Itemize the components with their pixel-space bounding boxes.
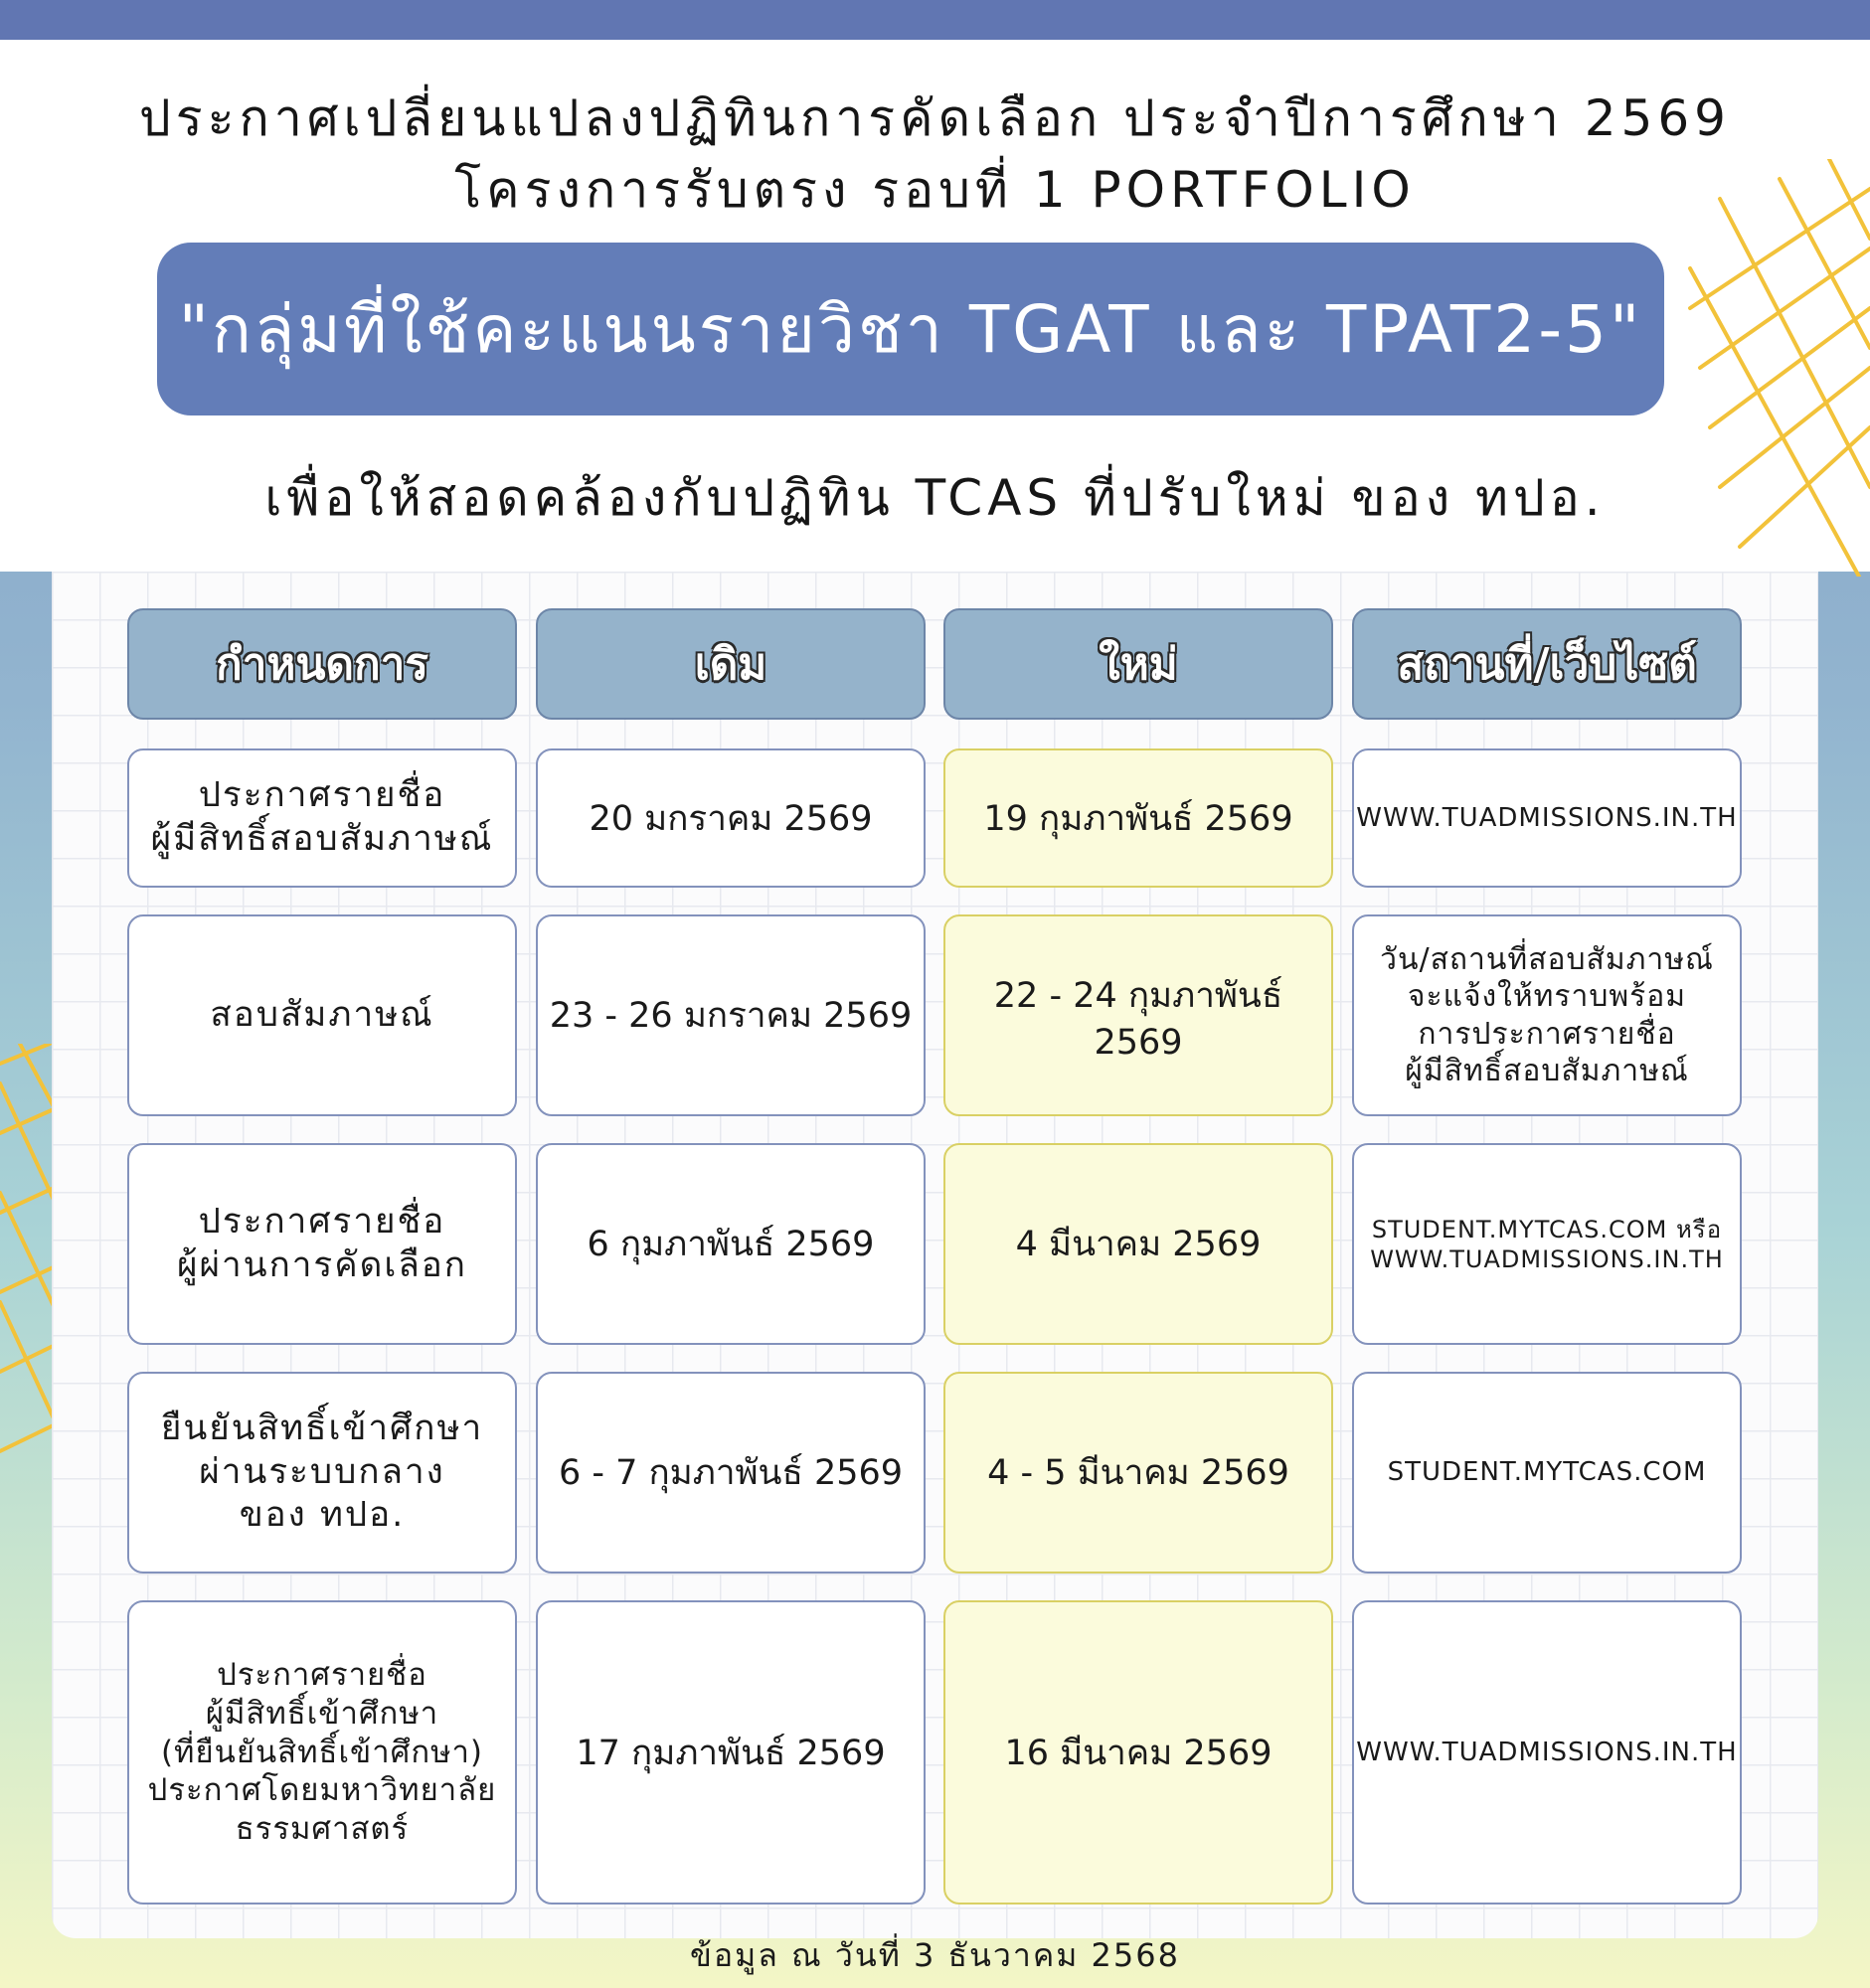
top-color-strip bbox=[0, 0, 1870, 40]
row-4-old-date: 6 - 7 กุมภาพันธ์ 2569 bbox=[558, 1453, 904, 1493]
row-1-label-cell bbox=[127, 748, 517, 888]
row-2-new-date: 22 - 24 กุมภาพันธ์ 2569 bbox=[993, 976, 1283, 1063]
grid-decoration-top-right-icon bbox=[1680, 159, 1870, 577]
announcement-header bbox=[0, 40, 1870, 572]
row-4-new-cell bbox=[943, 1372, 1333, 1574]
row-2-website: วัน/สถานที่สอบสัมภาษณ์ จะแจ้งให้ทราบพร้อม การประกาศรายชื่อ ผู้มีสิทธิ์สอบสัมภาษณ์ bbox=[1380, 941, 1714, 1088]
row-4-new-date: 4 - 5 มีนาคม 2569 bbox=[987, 1453, 1289, 1493]
row-3-new-date: 4 มีนาคม 2569 bbox=[1015, 1225, 1262, 1264]
row-2-new-cell bbox=[943, 914, 1333, 1116]
data-as-of-note: ข้อมูล ณ วันที่ 3 ธันวาคม 2568 bbox=[690, 1936, 1180, 1974]
column-header-website: สถานที่/เว็บไซต์ bbox=[1352, 608, 1742, 720]
row-1-website-cell bbox=[1352, 748, 1742, 888]
column-header-new: ใหม่ bbox=[943, 608, 1333, 720]
row-2-website-cell bbox=[1352, 914, 1742, 1116]
row-1-label: ประกาศรายชื่อ ผู้มีสิทธิ์สอบสัมภาษณ์ bbox=[150, 775, 494, 859]
row-1-new-cell bbox=[943, 748, 1333, 888]
row-3-label: ประกาศรายชื่อ ผู้ผ่านการคัดเลือก bbox=[176, 1201, 467, 1285]
row-5-website-cell bbox=[1352, 1600, 1742, 1905]
row-4-label-cell bbox=[127, 1372, 517, 1574]
highlight-banner bbox=[157, 243, 1664, 415]
row-3-new-cell bbox=[943, 1143, 1333, 1345]
row-5-old-date: 17 กุมภาพันธ์ 2569 bbox=[576, 1733, 886, 1773]
row-3-old-date: 6 กุมภาพันธ์ 2569 bbox=[587, 1225, 875, 1264]
column-header-schedule: กำหนดการ bbox=[127, 608, 517, 720]
row-4-website-cell bbox=[1352, 1372, 1742, 1574]
row-2-old-cell bbox=[536, 914, 926, 1116]
subtitle: เพื่อให้สอดคล้องกับปฏิทิน TCAS ที่ปรับใหม่ ของ ทปอ. bbox=[264, 469, 1606, 527]
highlight-text: "กลุ่มที่ใช้คะแนนรายวิชา TGAT และ TPAT2-5" bbox=[178, 290, 1643, 368]
row-2-old-date: 23 - 26 มกราคม 2569 bbox=[549, 996, 913, 1036]
row-3-old-cell bbox=[536, 1143, 926, 1345]
row-4-label: ยืนยันสิทธิ์เข้าศึกษา ผ่านระบบกลาง ของ ทปอ. bbox=[160, 1408, 484, 1536]
row-1-new-date: 19 กุมภาพันธ์ 2569 bbox=[983, 798, 1293, 839]
row-5-label-cell bbox=[127, 1600, 517, 1905]
row-5-new-cell bbox=[943, 1600, 1333, 1905]
row-5-label: ประกาศรายชื่อ ผู้มีสิทธิ์เข้าศึกษา (ที่ยืนยันสิทธิ์เข้าศึกษา) ประกาศโดยมหาวิทยาลัย ธรรมศาสตร์ bbox=[147, 1657, 497, 1848]
row-4-old-cell bbox=[536, 1372, 926, 1574]
row-2-label-cell bbox=[127, 914, 517, 1116]
column-header-old: เดิม bbox=[536, 608, 926, 720]
row-4-website: STUDENT.MYTCAS.COM bbox=[1387, 1457, 1707, 1488]
row-1-website: WWW.TUADMISSIONS.IN.TH bbox=[1356, 802, 1738, 833]
title-line-1: ประกาศเปลี่ยนแปลงปฏิทินการคัดเลือก ประจำปีการศึกษา 2569 bbox=[139, 89, 1731, 147]
row-5-website: WWW.TUADMISSIONS.IN.TH bbox=[1356, 1737, 1738, 1767]
row-5-old-cell bbox=[536, 1600, 926, 1905]
row-1-old-cell bbox=[536, 748, 926, 888]
row-3-label-cell bbox=[127, 1143, 517, 1345]
row-5-new-date: 16 มีนาคม 2569 bbox=[1004, 1733, 1273, 1773]
row-3-website-cell bbox=[1352, 1143, 1742, 1345]
title-line-2: โครงการรับตรง รอบที่ 1 PORTFOLIO bbox=[454, 161, 1416, 219]
row-3-website: STUDENT.MYTCAS.COM หรือ WWW.TUADMISSIONS.IN.TH bbox=[1370, 1215, 1724, 1273]
row-2-label: สอบสัมภาษณ์ bbox=[210, 994, 434, 1035]
row-1-old-date: 20 มกราคม 2569 bbox=[589, 798, 873, 839]
